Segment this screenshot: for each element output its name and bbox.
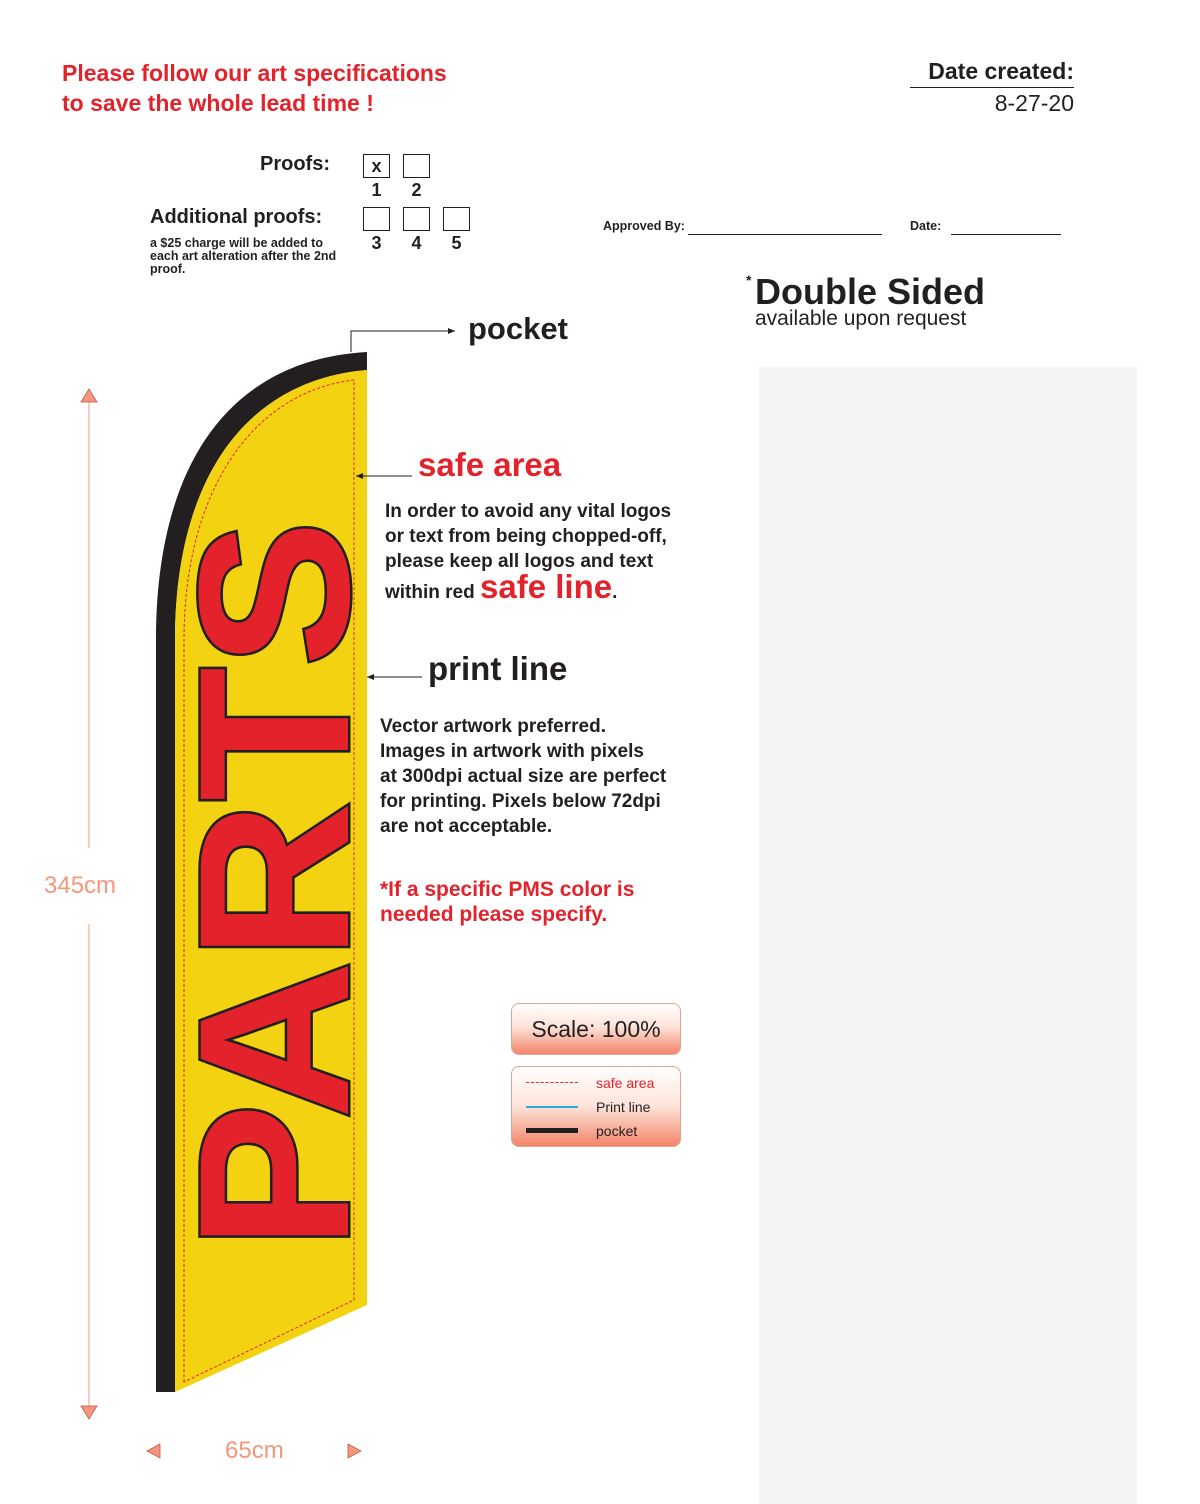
safe-text-line-4 [385,568,671,605]
vector-line-5: are not acceptable. [380,816,553,837]
safe-text-line-1: In order to avoid any vital logos [385,501,672,522]
vector-line-3: at 300dpi actual size are perfect [380,766,667,787]
vector-line-1: Vector artwork preferred. [380,716,606,737]
legend-swatch-pocket [526,1128,578,1133]
approval-date-label: Date: [910,219,942,233]
safe-area-instructions [385,499,671,605]
vector-line-2: Images in artwork with pixels [380,741,644,762]
height-arrow-up-icon [81,389,97,402]
legend-swatch-safe-area [526,1082,578,1083]
legend-item-safe-area [526,1074,676,1092]
safe-text-within: within red [385,582,475,603]
approved-by-label: Approved By: [603,219,685,233]
flag-width-label: 65cm [225,1437,284,1464]
safe-text-period: . [612,582,618,603]
date-created-value: 8-27-20 [994,90,1074,116]
safe-text-line-3: please keep all logos and text [385,551,654,572]
safe-text-line-2: or text from being chopped-off, [385,526,667,547]
width-arrow-left-icon [147,1444,160,1458]
width-arrow-right-icon [348,1444,361,1458]
proof-checkbox-1[interactable]: x [363,154,390,178]
vector-instructions [380,714,666,839]
pocket-label: pocket [468,311,568,346]
legend-swatch-print-line [526,1106,578,1108]
vector-line-4: for printing. Pixels below 72dpi [380,791,661,812]
double-sided-title: Double Sided [755,271,986,312]
pms-line-1: *If a specific PMS color is [380,878,635,901]
flag-height-label: 345cm [44,872,117,899]
proofs-label: Proofs: [260,153,330,175]
safe-area-label: safe area [418,446,562,483]
flag-text-parts: PARTS [155,540,394,1250]
safe-line-highlight: safe line [480,568,613,605]
proof-number-5: 5 [451,233,462,253]
legend-label-safe-area: safe area [596,1075,655,1091]
proof-number-2: 2 [411,180,422,200]
pocket-callout-line [351,331,455,352]
headline-line-2: to save the whole lead time ! [62,90,374,116]
double-sided-subtitle: available upon request [755,307,967,330]
additional-proofs-note: a $25 charge will be added to each art alteration after the 2nd proof. [150,236,337,276]
legend-label-print-line: Print line [596,1099,651,1115]
print-line-label: print line [428,650,568,687]
height-arrow-down-icon [81,1406,97,1419]
proof-number-1: 1 [371,180,382,200]
pms-line-2: needed please specify. [380,903,608,926]
date-created-label: Date created: [910,58,1074,88]
line-legend [511,1066,681,1147]
proof-number-3: 3 [371,233,382,253]
legend-label-pocket: pocket [596,1123,638,1139]
legend-item-pocket [526,1122,676,1140]
additional-proofs-label: Additional proofs: [150,206,323,228]
proof-number-4: 4 [411,233,422,253]
pms-color-note [380,877,634,927]
headline-line-1: Please follow our art specifications [62,60,447,86]
scale-badge: Scale: 100% [511,1003,681,1055]
double-sided-asterisk: * [746,272,752,288]
legend-item-print-line [526,1098,676,1116]
